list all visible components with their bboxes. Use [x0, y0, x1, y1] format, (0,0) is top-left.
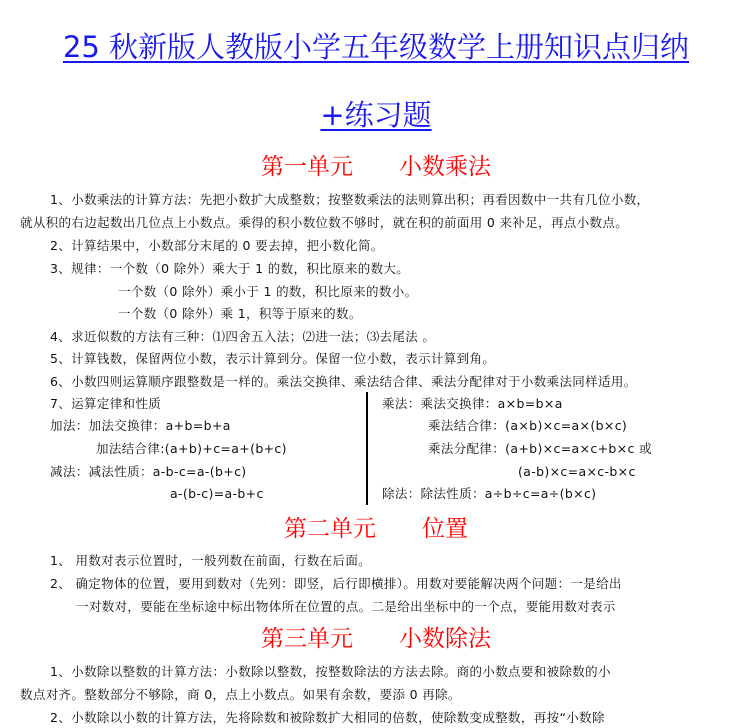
document-title-line-1: [0, 29, 752, 65]
unit-2-line-3: 一对数对，要能在坐标途中标出物体所在位置的点。二是给出坐标中的一个点，要能用数对表示: [76, 599, 616, 614]
laws-multiplication-associative: 乘法结合律：(a×b)×c=a×(b×c): [428, 418, 628, 433]
unit-3-heading: [0, 624, 752, 654]
unit-2-heading-topic: 位置: [422, 516, 468, 542]
unit-3-line-2: 数点对齐。整数部分不够除，商 0，点上小数点。如果有余数，要添 0 再除。: [20, 687, 461, 702]
unit-1-line-9: 6、小数四则运算顺序跟整数是一样的。乘法交换律、乘法结合律、乘法分配律对于小数乘法同样适用。: [50, 374, 637, 389]
unit-2-line-2: 2、 确定物体的位置，要用到数对（先列：即竖，后行即横排）。用数对要能解决两个问题：一是给出: [50, 576, 622, 591]
laws-subtraction-property-2: a-(b-c)=a-b+c: [170, 486, 264, 501]
unit-3-heading-number: 第三单元: [261, 626, 353, 652]
unit-1-line-7: 4、求近似数的方法有三种：⑴四舍五入法；⑵进一法；⑶去尾法 。: [50, 329, 436, 344]
unit-1-heading-number: 第一单元: [261, 154, 353, 180]
unit-2-line-1: 1、 用数对表示位置时，一般列数在前面，行数在后面。: [50, 553, 372, 568]
unit-1-line-8: 5、计算钱数，保留两位小数，表示计算到分。保留一位小数，表示计算到角。: [50, 351, 496, 366]
laws-division-property: 除法：除法性质：a÷b÷c=a÷(b×c): [382, 486, 597, 501]
laws-multiplication-distributive-2: (a-b)×c=a×c-b×c: [518, 464, 636, 479]
unit-1-line-2: 就从积的右边起数出几位点上小数点。乘得的积小数位数不够时，就在积的前面用 0 来补足，再点小数点。: [20, 215, 629, 230]
unit-1-heading-topic: 小数乘法: [399, 154, 491, 180]
unit-3-heading-topic: 小数除法: [399, 626, 491, 652]
laws-title: 7、运算定律和性质: [50, 396, 162, 411]
laws-addition-commutative: 加法：加法交换律：a+b=b+a: [50, 418, 231, 433]
unit-3-line-3: 2、小数除以小数的计算方法，先将除数和被除数扩大相同的倍数，使除数变成整数，再按“小数除: [50, 710, 605, 725]
unit-1-line-4: 3、规律：一个数（0 除外）乘大于 1 的数，积比原来的数大。: [50, 261, 410, 276]
laws-column-divider: [366, 392, 368, 505]
document-title-link[interactable]: 25 秋新版人教版小学五年级数学上册知识点归纳: [62, 30, 690, 64]
unit-2-heading-number: 第二单元: [284, 516, 376, 542]
unit-2-heading: [0, 514, 752, 544]
laws-subtraction-property-1: 减法：减法性质：a-b-c=a-(b+c): [50, 464, 247, 479]
unit-3-line-1: 1、小数除以整数的计算方法：小数除以整数，按整数除法的方法去除。商的小数点要和被除数的小: [50, 664, 611, 679]
laws-multiplication-distributive-1: 乘法分配律：(a+b)×c=a×c+b×c 或: [428, 441, 652, 456]
unit-1-line-6: 一个数（0 除外）乘 1，积等于原来的数。: [118, 306, 362, 321]
unit-1-heading: [0, 152, 752, 182]
document-title-line-2: [0, 97, 752, 133]
laws-multiplication-commutative: 乘法：乘法交换律：a×b=b×a: [382, 396, 563, 411]
laws-addition-associative: 加法结合律:(a+b)+c=a+(b+c): [96, 441, 287, 456]
document-title-link-continued[interactable]: +练习题: [320, 98, 432, 132]
unit-1-line-1: 1、小数乘法的计算方法：先把小数扩大成整数；按整数乘法的法则算出积；再看因数中一共有几位小数，: [50, 192, 650, 207]
unit-1-line-3: 2、计算结果中，小数部分末尾的 0 要去掉，把小数化简。: [50, 238, 384, 253]
unit-1-line-5: 一个数（0 除外）乘小于 1 的数，积比原来的数小。: [118, 284, 418, 299]
